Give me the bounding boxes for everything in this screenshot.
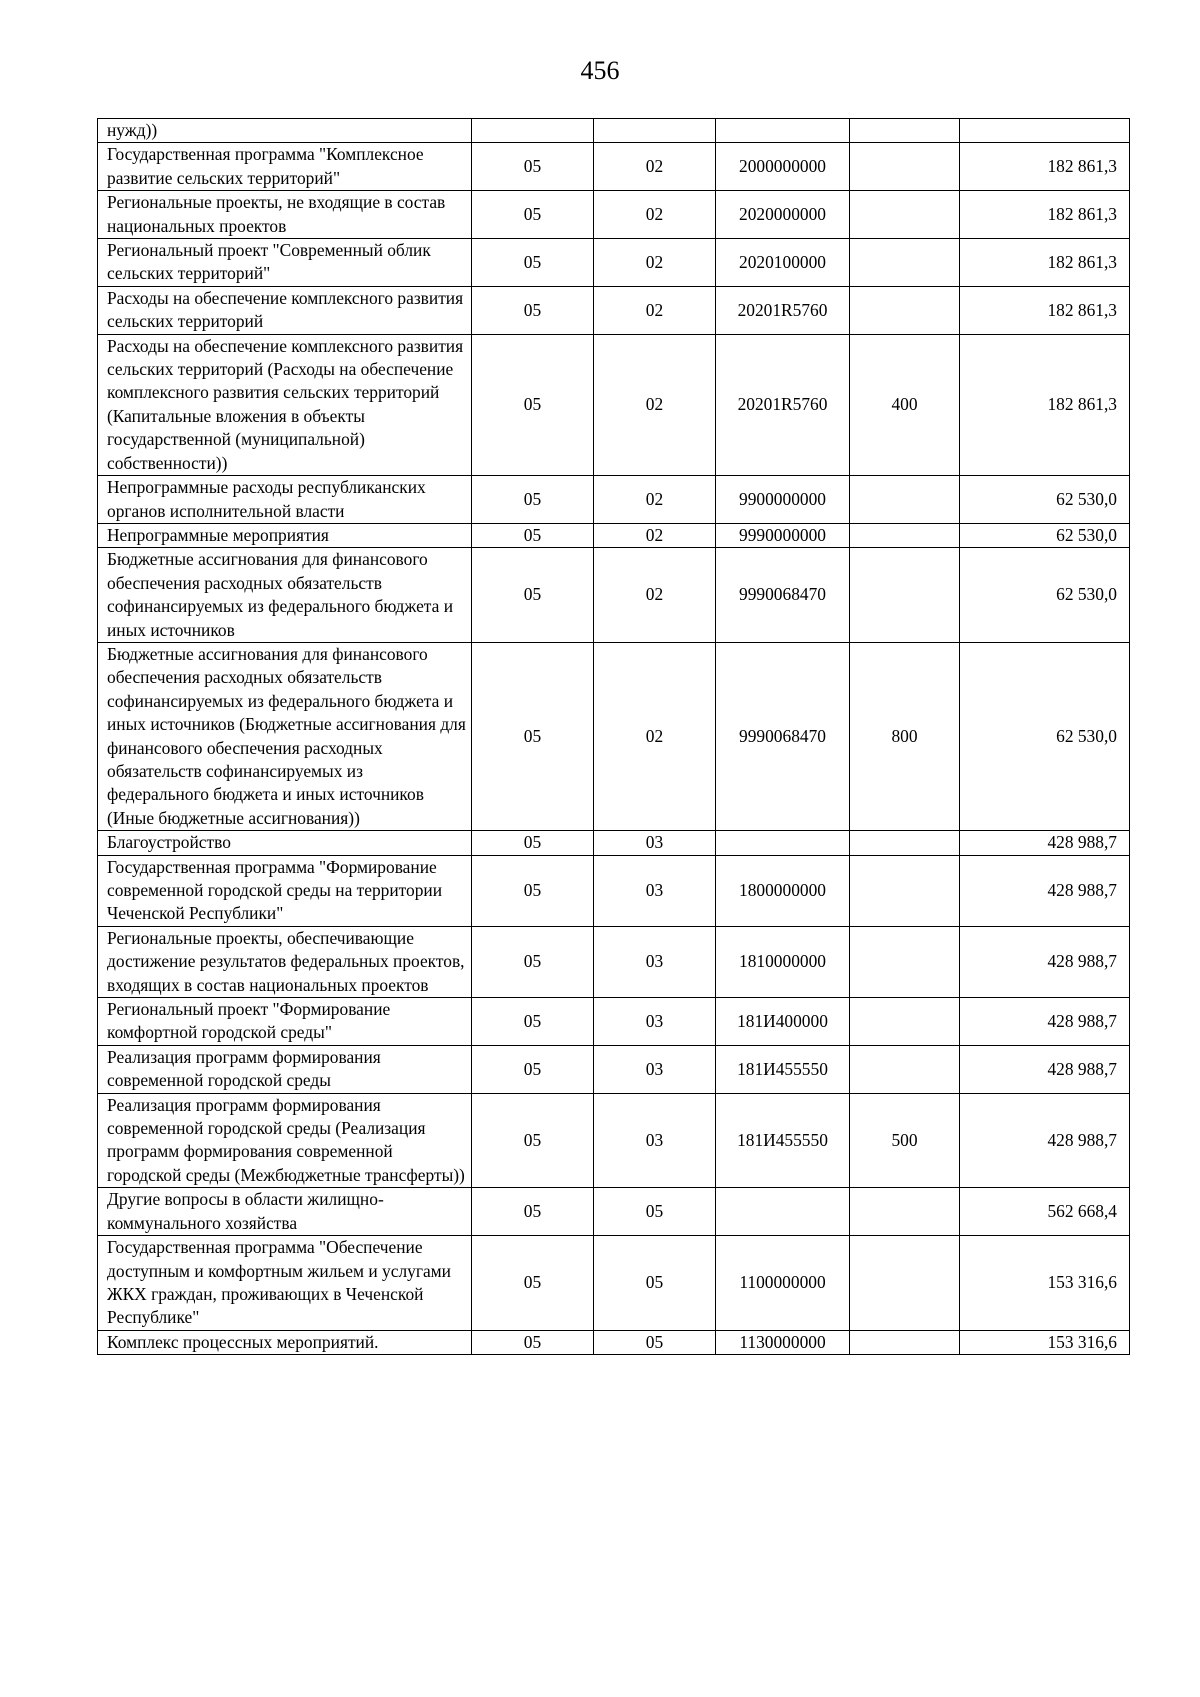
subsection-cell: 03 (594, 1045, 716, 1093)
target-article-cell: 20201R5760 (716, 286, 850, 334)
subsection-cell (594, 119, 716, 143)
page-number: 456 (580, 56, 620, 85)
amount-cell (960, 119, 1130, 143)
amount-cell: 562 668,4 (960, 1188, 1130, 1236)
section-cell: 05 (472, 1045, 594, 1093)
subsection-cell: 02 (594, 476, 716, 524)
amount-cell: 182 861,3 (960, 239, 1130, 287)
row-name-cell: Другие вопросы в области жилищно-коммунального хозяйства (98, 1188, 472, 1236)
subsection-cell: 02 (594, 334, 716, 475)
amount-cell: 182 861,3 (960, 191, 1130, 239)
table-row (98, 1188, 1130, 1236)
target-article-cell: 2000000000 (716, 143, 850, 191)
table-row (98, 286, 1130, 334)
subsection-cell: 05 (594, 1188, 716, 1236)
expense-type-cell: 800 (850, 642, 960, 830)
expense-type-cell (850, 926, 960, 997)
subsection-cell: 02 (594, 286, 716, 334)
section-cell: 05 (472, 476, 594, 524)
expense-type-cell (850, 831, 960, 855)
subsection-cell: 03 (594, 998, 716, 1046)
target-article-cell: 9990068470 (716, 548, 850, 643)
target-article-cell (716, 1188, 850, 1236)
subsection-cell: 02 (594, 239, 716, 287)
section-cell (472, 119, 594, 143)
subsection-cell: 03 (594, 1093, 716, 1188)
expense-type-cell (850, 1236, 960, 1331)
row-name-cell: Непрограммные мероприятия (98, 523, 472, 547)
section-cell: 05 (472, 191, 594, 239)
expense-type-cell (850, 286, 960, 334)
row-name-cell: нужд)) (98, 119, 472, 143)
expense-type-cell (850, 1330, 960, 1354)
expense-type-cell (850, 119, 960, 143)
row-name-cell: Расходы на обеспечение комплексного развития сельских территорий (98, 286, 472, 334)
subsection-cell: 02 (594, 523, 716, 547)
subsection-cell: 02 (594, 143, 716, 191)
section-cell: 05 (472, 1330, 594, 1354)
section-cell: 05 (472, 926, 594, 997)
section-cell: 05 (472, 523, 594, 547)
row-name-cell: Комплекс процессных мероприятий. (98, 1330, 472, 1354)
section-cell: 05 (472, 1236, 594, 1331)
section-cell: 05 (472, 143, 594, 191)
target-article-cell: 9990068470 (716, 642, 850, 830)
table-row (98, 119, 1130, 143)
section-cell: 05 (472, 1093, 594, 1188)
amount-cell: 153 316,6 (960, 1330, 1130, 1354)
target-article-cell: 9900000000 (716, 476, 850, 524)
target-article-cell (716, 831, 850, 855)
row-name-cell: Благоустройство (98, 831, 472, 855)
table-row (98, 1045, 1130, 1093)
table-row (98, 476, 1130, 524)
table-row (98, 548, 1130, 643)
subsection-cell: 05 (594, 1236, 716, 1331)
target-article-cell: 1130000000 (716, 1330, 850, 1354)
expense-type-cell (850, 1188, 960, 1236)
section-cell: 05 (472, 855, 594, 926)
expense-type-cell (850, 523, 960, 547)
table-row (98, 1093, 1130, 1188)
subsection-cell: 02 (594, 191, 716, 239)
target-article-cell: 2020100000 (716, 239, 850, 287)
target-article-cell: 9990000000 (716, 523, 850, 547)
budget-table-body (98, 119, 1130, 1355)
expense-type-cell: 500 (850, 1093, 960, 1188)
amount-cell: 428 988,7 (960, 926, 1130, 997)
expense-type-cell (850, 1045, 960, 1093)
table-row (98, 334, 1130, 475)
row-name-cell: Непрограммные расходы республиканских органов исполнительной власти (98, 476, 472, 524)
amount-cell: 182 861,3 (960, 286, 1130, 334)
row-name-cell: Региональные проекты, не входящие в состав национальных проектов (98, 191, 472, 239)
amount-cell: 428 988,7 (960, 855, 1130, 926)
amount-cell: 62 530,0 (960, 523, 1130, 547)
target-article-cell (716, 119, 850, 143)
expense-type-cell: 400 (850, 334, 960, 475)
row-name-cell: Бюджетные ассигнования для финансового обеспечения расходных обязательств софинансируемых из федерального бюджета и иных источников (98, 548, 472, 643)
row-name-cell: Реализация программ формирования современной городской среды (Реализация программ формирования современной городской среды (Межбюджетные трансферты)) (98, 1093, 472, 1188)
expense-type-cell (850, 855, 960, 926)
amount-cell: 428 988,7 (960, 998, 1130, 1046)
subsection-cell: 03 (594, 831, 716, 855)
target-article-cell: 181И455550 (716, 1045, 850, 1093)
row-name-cell: Региональный проект "Формирование комфортной городской среды" (98, 998, 472, 1046)
expense-type-cell (850, 548, 960, 643)
amount-cell: 428 988,7 (960, 1045, 1130, 1093)
section-cell: 05 (472, 998, 594, 1046)
amount-cell: 62 530,0 (960, 548, 1130, 643)
section-cell: 05 (472, 1188, 594, 1236)
table-row (98, 143, 1130, 191)
target-article-cell: 2020000000 (716, 191, 850, 239)
section-cell: 05 (472, 548, 594, 643)
section-cell: 05 (472, 334, 594, 475)
target-article-cell: 181И455550 (716, 1093, 850, 1188)
amount-cell: 428 988,7 (960, 831, 1130, 855)
row-name-cell: Бюджетные ассигнования для финансового обеспечения расходных обязательств софинансируемых из федерального бюджета и иных источников (Бюджетные ассигнования для финансового обеспечения расходных обязательств софинансируемых из федерального бюджета и иных источников (Иные бюджетные ассигнования)) (98, 642, 472, 830)
section-cell: 05 (472, 239, 594, 287)
target-article-cell: 20201R5760 (716, 334, 850, 475)
subsection-cell: 05 (594, 1330, 716, 1354)
table-row (98, 998, 1130, 1046)
table-row (98, 1236, 1130, 1331)
subsection-cell: 03 (594, 855, 716, 926)
expense-type-cell (850, 143, 960, 191)
section-cell: 05 (472, 286, 594, 334)
row-name-cell: Региональный проект "Современный облик сельских территорий" (98, 239, 472, 287)
table-row (98, 831, 1130, 855)
row-name-cell: Расходы на обеспечение комплексного развития сельских территорий (Расходы на обеспечение комплексного развития сельских территорий (Капитальные вложения в объекты государственной (муниципальной) собственности)) (98, 334, 472, 475)
budget-table (97, 118, 1130, 1355)
table-row (98, 523, 1130, 547)
table-row (98, 642, 1130, 830)
row-name-cell: Региональные проекты, обеспечивающие достижение результатов федеральных проектов, входящих в состав национальных проектов (98, 926, 472, 997)
row-name-cell: Государственная программа "Формирование современной городской среды на территории Чеченской Республики" (98, 855, 472, 926)
amount-cell: 153 316,6 (960, 1236, 1130, 1331)
subsection-cell: 03 (594, 926, 716, 997)
subsection-cell: 02 (594, 548, 716, 643)
amount-cell: 182 861,3 (960, 334, 1130, 475)
target-article-cell: 1100000000 (716, 1236, 850, 1331)
subsection-cell: 02 (594, 642, 716, 830)
target-article-cell: 1810000000 (716, 926, 850, 997)
amount-cell: 62 530,0 (960, 642, 1130, 830)
section-cell: 05 (472, 831, 594, 855)
expense-type-cell (850, 239, 960, 287)
table-row (98, 239, 1130, 287)
target-article-cell: 181И400000 (716, 998, 850, 1046)
table-row (98, 1330, 1130, 1354)
expense-type-cell (850, 998, 960, 1046)
expense-type-cell (850, 476, 960, 524)
row-name-cell: Реализация программ формирования современной городской среды (98, 1045, 472, 1093)
section-cell: 05 (472, 642, 594, 830)
amount-cell: 428 988,7 (960, 1093, 1130, 1188)
table-row (98, 926, 1130, 997)
row-name-cell: Государственная программа "Комплексное развитие сельских территорий" (98, 143, 472, 191)
amount-cell: 182 861,3 (960, 143, 1130, 191)
table-row (98, 191, 1130, 239)
row-name-cell: Государственная программа "Обеспечение доступным и комфортным жильем и услугами ЖКХ граждан, проживающих в Чеченской Республике" (98, 1236, 472, 1331)
target-article-cell: 1800000000 (716, 855, 850, 926)
amount-cell: 62 530,0 (960, 476, 1130, 524)
table-row (98, 855, 1130, 926)
expense-type-cell (850, 191, 960, 239)
